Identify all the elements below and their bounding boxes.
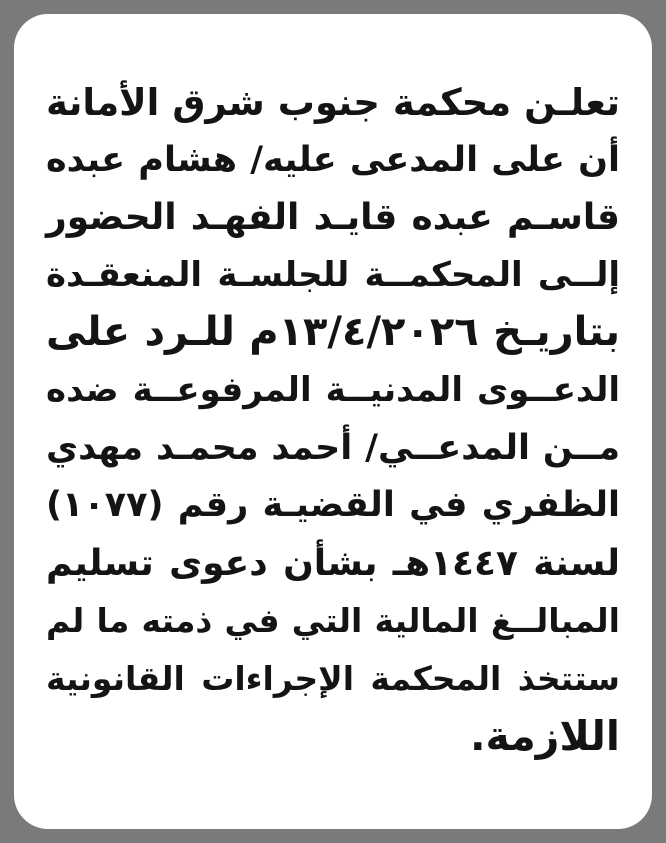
announcement-line: اللازمة. — [469, 711, 620, 760]
announcement-line: إلــى المحكمــة للجلسـة المنعقـدة — [46, 254, 620, 295]
announcement-line: المبالــغ المالية التي في ذمته ما لم — [46, 601, 620, 641]
announcement-line: قاسـم عبده قايـد الفهـد الحضور — [46, 197, 620, 239]
announcement-panel — [14, 14, 652, 829]
announcement-line: تعلـن محكمة جنوب شرق الأمانة — [46, 81, 620, 124]
announcement-line: الدعــوى المدنيــة المرفوعــة ضده — [46, 369, 620, 410]
announcement-line: الظفري في القضيـة رقم (١٠٧٧) — [46, 485, 620, 526]
announcement-line: بتاريـخ ١٣/٤/٢٠٢٦م للـرد على — [46, 309, 620, 356]
announcement-line: لسنة ١٤٤٧هـ بشأن دعوى تسليم — [46, 542, 620, 584]
announcement-text — [14, 74, 652, 765]
announcement-line: ستتخذ المحكمة الإجراءات القانونية — [46, 658, 620, 698]
announcement-line: أن على المدعى عليه/ هشام عبده — [46, 139, 620, 180]
announcement-line: مــن المدعــي/ أحمد محمـد مهدي — [46, 427, 620, 468]
